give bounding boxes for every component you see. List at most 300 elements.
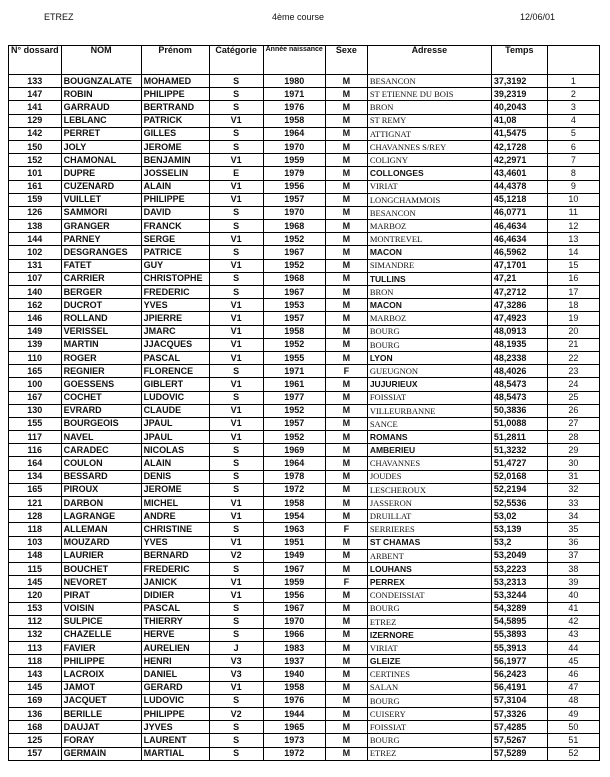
categorie-cell: S — [209, 523, 263, 536]
sexe-cell: M — [325, 642, 367, 655]
annee-cell: 1952 — [263, 233, 325, 246]
dossard-cell: 115 — [9, 562, 62, 575]
sexe-cell: M — [325, 220, 367, 233]
rang-cell: 33 — [547, 497, 599, 510]
temps-cell: 46,4634 — [491, 220, 547, 233]
adresse-cell: MARBOZ — [367, 220, 491, 233]
adresse-cell: SIMANDRE — [367, 259, 491, 272]
rang-cell: 15 — [547, 259, 599, 272]
nom-cell: DAUJAT — [61, 721, 141, 734]
prenom-cell: DENIS — [141, 470, 209, 483]
annee-cell: 1967 — [263, 286, 325, 299]
categorie-cell: V1 — [209, 417, 263, 430]
table-header-row — [9, 46, 600, 75]
table-row — [9, 417, 600, 430]
rang-cell: 52 — [547, 747, 599, 760]
adresse-cell: LESCHEROUX — [367, 483, 491, 496]
table-row — [9, 259, 600, 272]
prenom-cell: DAVID — [141, 206, 209, 219]
categorie-cell: V1 — [209, 576, 263, 589]
annee-cell: 1959 — [263, 154, 325, 167]
temps-cell: 52,0168 — [491, 470, 547, 483]
temps-cell: 47,1701 — [491, 259, 547, 272]
temps-cell: 47,4923 — [491, 312, 547, 325]
temps-cell: 43,4601 — [491, 167, 547, 180]
prenom-cell: JEROME — [141, 140, 209, 153]
table-row — [9, 708, 600, 721]
results-table — [8, 45, 600, 761]
rang-cell: 29 — [547, 444, 599, 457]
nom-cell: BOUGNZALATE — [61, 75, 141, 88]
categorie-cell: V1 — [209, 180, 263, 193]
adresse-cell: BESANCON — [367, 206, 491, 219]
prenom-cell: MOHAMED — [141, 75, 209, 88]
sexe-cell: M — [325, 286, 367, 299]
rang-cell: 10 — [547, 193, 599, 206]
rang-cell: 4 — [547, 114, 599, 127]
adresse-cell: SALAN — [367, 681, 491, 694]
dossard-cell: 169 — [9, 694, 62, 707]
dossard-cell: 131 — [9, 259, 62, 272]
nom-cell: JAMOT — [61, 681, 141, 694]
annee-cell: 1968 — [263, 272, 325, 285]
annee-cell: 1976 — [263, 101, 325, 114]
dossard-cell: 143 — [9, 668, 62, 681]
sexe-cell: M — [325, 536, 367, 549]
rang-cell: 37 — [547, 549, 599, 562]
table-row — [9, 444, 600, 457]
rang-cell: 50 — [547, 721, 599, 734]
rang-cell: 30 — [547, 457, 599, 470]
dossard-cell: 112 — [9, 615, 62, 628]
temps-cell: 51,3232 — [491, 444, 547, 457]
rang-cell: 14 — [547, 246, 599, 259]
categorie-cell: V1 — [209, 378, 263, 391]
rang-cell: 5 — [547, 127, 599, 140]
nom-cell: SAMMORI — [61, 206, 141, 219]
adresse-cell: GUEUGNON — [367, 365, 491, 378]
table-row — [9, 628, 600, 641]
annee-cell: 1957 — [263, 417, 325, 430]
prenom-cell: DANIEL — [141, 668, 209, 681]
sexe-cell: M — [325, 338, 367, 351]
dossard-cell: 116 — [9, 444, 62, 457]
annee-cell: 1953 — [263, 299, 325, 312]
nom-cell: LAURIER — [61, 549, 141, 562]
rang-cell: 32 — [547, 483, 599, 496]
prenom-cell: JEROME — [141, 483, 209, 496]
annee-cell: 1968 — [263, 220, 325, 233]
table-row — [9, 391, 600, 404]
table-row — [9, 88, 600, 101]
table-row — [9, 338, 600, 351]
categorie-cell: S — [209, 747, 263, 760]
dossard-cell: 149 — [9, 325, 62, 338]
categorie-cell: V2 — [209, 708, 263, 721]
temps-cell: 50,3836 — [491, 404, 547, 417]
nom-cell: JOLY — [61, 140, 141, 153]
nom-cell: PIRAT — [61, 589, 141, 602]
col-header-categorie: Catégorie — [209, 46, 263, 75]
sexe-cell: M — [325, 206, 367, 219]
categorie-cell: V2 — [209, 549, 263, 562]
annee-cell: 1970 — [263, 615, 325, 628]
adresse-cell: LONGCHAMMOIS — [367, 193, 491, 206]
prenom-cell: FREDERIC — [141, 562, 209, 575]
nom-cell: REGNIER — [61, 365, 141, 378]
dossard-cell: 118 — [9, 655, 62, 668]
dossard-cell: 167 — [9, 391, 62, 404]
sexe-cell: M — [325, 694, 367, 707]
temps-cell: 53,2049 — [491, 549, 547, 562]
sexe-cell: M — [325, 470, 367, 483]
col-header-prenom: Prénom — [141, 46, 209, 75]
table-row — [9, 127, 600, 140]
prenom-cell: CLAUDE — [141, 404, 209, 417]
dossard-cell: 152 — [9, 154, 62, 167]
temps-cell: 48,5473 — [491, 378, 547, 391]
nom-cell: COULON — [61, 457, 141, 470]
categorie-cell: S — [209, 444, 263, 457]
adresse-cell: AMBERIEU — [367, 444, 491, 457]
adresse-cell: MONTREVEL — [367, 233, 491, 246]
prenom-cell: FLORENCE — [141, 365, 209, 378]
sexe-cell: F — [325, 576, 367, 589]
nom-cell: DESGRANGES — [61, 246, 141, 259]
nom-cell: ROBIN — [61, 88, 141, 101]
prenom-cell: YVES — [141, 299, 209, 312]
rang-cell: 36 — [547, 536, 599, 549]
annee-cell: 1963 — [263, 523, 325, 536]
sexe-cell: M — [325, 75, 367, 88]
adresse-cell: BESANCON — [367, 75, 491, 88]
col-header-temps: Temps — [491, 46, 547, 75]
adresse-cell: CERTINES — [367, 668, 491, 681]
sexe-cell: M — [325, 101, 367, 114]
adresse-cell: COLLONGES — [367, 167, 491, 180]
prenom-cell: ALAIN — [141, 180, 209, 193]
prenom-cell: ANDRE — [141, 510, 209, 523]
categorie-cell: S — [209, 457, 263, 470]
nom-cell: BOURGEOIS — [61, 417, 141, 430]
sexe-cell: M — [325, 483, 367, 496]
categorie-cell: V1 — [209, 351, 263, 364]
categorie-cell: V1 — [209, 589, 263, 602]
table-row — [9, 180, 600, 193]
rang-cell: 12 — [547, 220, 599, 233]
table-row — [9, 734, 600, 747]
rang-cell: 11 — [547, 206, 599, 219]
rang-cell: 6 — [547, 140, 599, 153]
annee-cell: 1972 — [263, 747, 325, 760]
temps-cell: 48,0913 — [491, 325, 547, 338]
rang-cell: 44 — [547, 642, 599, 655]
prenom-cell: JOSSELIN — [141, 167, 209, 180]
table-row — [9, 325, 600, 338]
annee-cell: 1971 — [263, 88, 325, 101]
table-row — [9, 562, 600, 575]
sexe-cell: M — [325, 431, 367, 444]
table-row — [9, 694, 600, 707]
temps-cell: 54,3289 — [491, 602, 547, 615]
annee-cell: 1978 — [263, 470, 325, 483]
categorie-cell: S — [209, 391, 263, 404]
prenom-cell: NICOLAS — [141, 444, 209, 457]
adresse-cell: FOISSIAT — [367, 721, 491, 734]
categorie-cell: S — [209, 101, 263, 114]
dossard-cell: 144 — [9, 233, 62, 246]
adresse-cell: ETREZ — [367, 747, 491, 760]
col-header-nom: NOM — [61, 46, 141, 75]
sexe-cell: M — [325, 246, 367, 259]
temps-cell: 56,4191 — [491, 681, 547, 694]
sexe-cell: M — [325, 615, 367, 628]
sexe-cell: M — [325, 668, 367, 681]
sexe-cell: M — [325, 299, 367, 312]
header-location: ETREZ — [44, 12, 74, 22]
dossard-cell: 142 — [9, 127, 62, 140]
nom-cell: NAVEL — [61, 431, 141, 444]
table-row — [9, 114, 600, 127]
sexe-cell: M — [325, 457, 367, 470]
nom-cell: VOISIN — [61, 602, 141, 615]
annee-cell: 1958 — [263, 497, 325, 510]
categorie-cell: V1 — [209, 431, 263, 444]
temps-cell: 53,2313 — [491, 576, 547, 589]
nom-cell: SULPICE — [61, 615, 141, 628]
annee-cell: 1937 — [263, 655, 325, 668]
rang-cell: 47 — [547, 681, 599, 694]
dossard-cell: 110 — [9, 351, 62, 364]
adresse-cell: ST REMY — [367, 114, 491, 127]
prenom-cell: GILLES — [141, 127, 209, 140]
categorie-cell: J — [209, 642, 263, 655]
rang-cell: 27 — [547, 417, 599, 430]
table-row — [9, 206, 600, 219]
table-row — [9, 457, 600, 470]
dossard-cell: 141 — [9, 101, 62, 114]
table-row — [9, 510, 600, 523]
dossard-cell: 113 — [9, 642, 62, 655]
nom-cell: PIROUX — [61, 483, 141, 496]
table-row — [9, 75, 600, 88]
adresse-cell: IZERNORE — [367, 628, 491, 641]
nom-cell: PERRET — [61, 127, 141, 140]
adresse-cell: BOURG — [367, 694, 491, 707]
prenom-cell: GIBLERT — [141, 378, 209, 391]
sexe-cell: M — [325, 140, 367, 153]
temps-cell: 47,2712 — [491, 286, 547, 299]
table-row — [9, 140, 600, 153]
temps-cell: 46,4634 — [491, 233, 547, 246]
annee-cell: 1964 — [263, 457, 325, 470]
annee-cell: 1957 — [263, 312, 325, 325]
adresse-cell: CHAVANNES — [367, 457, 491, 470]
dossard-cell: 133 — [9, 75, 62, 88]
table-row — [9, 470, 600, 483]
rang-cell: 25 — [547, 391, 599, 404]
table-row — [9, 167, 600, 180]
table-row — [9, 602, 600, 615]
prenom-cell: ALAIN — [141, 457, 209, 470]
categorie-cell: V1 — [209, 681, 263, 694]
temps-cell: 57,3104 — [491, 694, 547, 707]
table-row — [9, 589, 600, 602]
dossard-cell: 126 — [9, 206, 62, 219]
header-race-title: 4ème course — [272, 12, 325, 22]
nom-cell: DUPRE — [61, 167, 141, 180]
annee-cell: 1970 — [263, 206, 325, 219]
rang-cell: 45 — [547, 655, 599, 668]
temps-cell: 57,3326 — [491, 708, 547, 721]
categorie-cell: V3 — [209, 655, 263, 668]
adresse-cell: ST ETIENNE DU BOIS — [367, 88, 491, 101]
annee-cell: 1964 — [263, 127, 325, 140]
adresse-cell: JASSERON — [367, 497, 491, 510]
rang-cell: 34 — [547, 510, 599, 523]
categorie-cell: S — [209, 602, 263, 615]
prenom-cell: JYVES — [141, 721, 209, 734]
categorie-cell: S — [209, 272, 263, 285]
table-row — [9, 365, 600, 378]
prenom-cell: CHRISTOPHE — [141, 272, 209, 285]
dossard-cell: 129 — [9, 114, 62, 127]
annee-cell: 1980 — [263, 75, 325, 88]
sexe-cell: M — [325, 708, 367, 721]
temps-cell: 51,0088 — [491, 417, 547, 430]
adresse-cell: VILLEURBANNE — [367, 404, 491, 417]
prenom-cell: FREDERIC — [141, 286, 209, 299]
categorie-cell: S — [209, 286, 263, 299]
annee-cell: 1961 — [263, 378, 325, 391]
sexe-cell: M — [325, 259, 367, 272]
table-row — [9, 378, 600, 391]
table-row — [9, 193, 600, 206]
table-row — [9, 404, 600, 417]
table-row — [9, 483, 600, 496]
sexe-cell: F — [325, 523, 367, 536]
rang-cell: 7 — [547, 154, 599, 167]
nom-cell: BERILLE — [61, 708, 141, 721]
rang-cell: 3 — [547, 101, 599, 114]
annee-cell: 1979 — [263, 167, 325, 180]
temps-cell: 42,1728 — [491, 140, 547, 153]
temps-cell: 39,2319 — [491, 88, 547, 101]
temps-cell: 57,4285 — [491, 721, 547, 734]
table-row — [9, 154, 600, 167]
dossard-cell: 148 — [9, 549, 62, 562]
categorie-cell: S — [209, 140, 263, 153]
col-header-sexe: Sexe — [325, 46, 367, 75]
temps-cell: 45,1218 — [491, 193, 547, 206]
nom-cell: GERMAIN — [61, 747, 141, 760]
rang-cell: 39 — [547, 576, 599, 589]
annee-cell: 1965 — [263, 721, 325, 734]
adresse-cell: BOURG — [367, 338, 491, 351]
table-row — [9, 312, 600, 325]
nom-cell: LEBLANC — [61, 114, 141, 127]
categorie-cell: S — [209, 206, 263, 219]
table-row — [9, 299, 600, 312]
prenom-cell: GERARD — [141, 681, 209, 694]
temps-cell: 40,2043 — [491, 101, 547, 114]
nom-cell: CHAZELLE — [61, 628, 141, 641]
categorie-cell: V1 — [209, 312, 263, 325]
dossard-cell: 101 — [9, 167, 62, 180]
categorie-cell: V1 — [209, 259, 263, 272]
adresse-cell: ST CHAMAS — [367, 536, 491, 549]
categorie-cell: V1 — [209, 536, 263, 549]
nom-cell: GOESSENS — [61, 378, 141, 391]
dossard-cell: 130 — [9, 404, 62, 417]
dossard-cell: 161 — [9, 180, 62, 193]
nom-cell: CARRIER — [61, 272, 141, 285]
rang-cell: 35 — [547, 523, 599, 536]
adresse-cell: CONDEISSIAT — [367, 589, 491, 602]
temps-cell: 48,4026 — [491, 365, 547, 378]
temps-cell: 51,2811 — [491, 431, 547, 444]
table-row — [9, 101, 600, 114]
prenom-cell: BERTRAND — [141, 101, 209, 114]
categorie-cell: V1 — [209, 114, 263, 127]
temps-cell: 46,0771 — [491, 206, 547, 219]
adresse-cell: MACON — [367, 246, 491, 259]
table-row — [9, 668, 600, 681]
sexe-cell: M — [325, 497, 367, 510]
categorie-cell: V1 — [209, 510, 263, 523]
adresse-cell: DRUILLAT — [367, 510, 491, 523]
annee-cell: 1951 — [263, 536, 325, 549]
dossard-cell: 117 — [9, 431, 62, 444]
categorie-cell: S — [209, 75, 263, 88]
dossard-cell: 168 — [9, 721, 62, 734]
categorie-cell: V1 — [209, 338, 263, 351]
table-row — [9, 747, 600, 760]
dossard-cell: 136 — [9, 708, 62, 721]
rang-cell: 13 — [547, 233, 599, 246]
temps-cell: 48,2338 — [491, 351, 547, 364]
categorie-cell: S — [209, 127, 263, 140]
dossard-cell: 103 — [9, 536, 62, 549]
annee-cell: 1966 — [263, 628, 325, 641]
annee-cell: 1955 — [263, 351, 325, 364]
nom-cell: NEVORET — [61, 576, 141, 589]
sexe-cell: M — [325, 549, 367, 562]
prenom-cell: JPAUL — [141, 417, 209, 430]
sexe-cell: M — [325, 272, 367, 285]
adresse-cell: GLEIZE — [367, 655, 491, 668]
adresse-cell: ROMANS — [367, 431, 491, 444]
nom-cell: ROGER — [61, 351, 141, 364]
temps-cell: 55,3893 — [491, 628, 547, 641]
prenom-cell: JMARC — [141, 325, 209, 338]
dossard-cell: 118 — [9, 523, 62, 536]
temps-cell: 41,5475 — [491, 127, 547, 140]
sexe-cell: M — [325, 417, 367, 430]
categorie-cell: S — [209, 734, 263, 747]
annee-cell: 1956 — [263, 589, 325, 602]
sexe-cell: M — [325, 351, 367, 364]
prenom-cell: JJACQUES — [141, 338, 209, 351]
nom-cell: MOUZARD — [61, 536, 141, 549]
sexe-cell: M — [325, 602, 367, 615]
temps-cell: 37,3192 — [491, 75, 547, 88]
dossard-cell: 165 — [9, 365, 62, 378]
dossard-cell: 120 — [9, 589, 62, 602]
annee-cell: 1958 — [263, 325, 325, 338]
col-header-rang — [547, 46, 599, 75]
adresse-cell: BOURG — [367, 602, 491, 615]
